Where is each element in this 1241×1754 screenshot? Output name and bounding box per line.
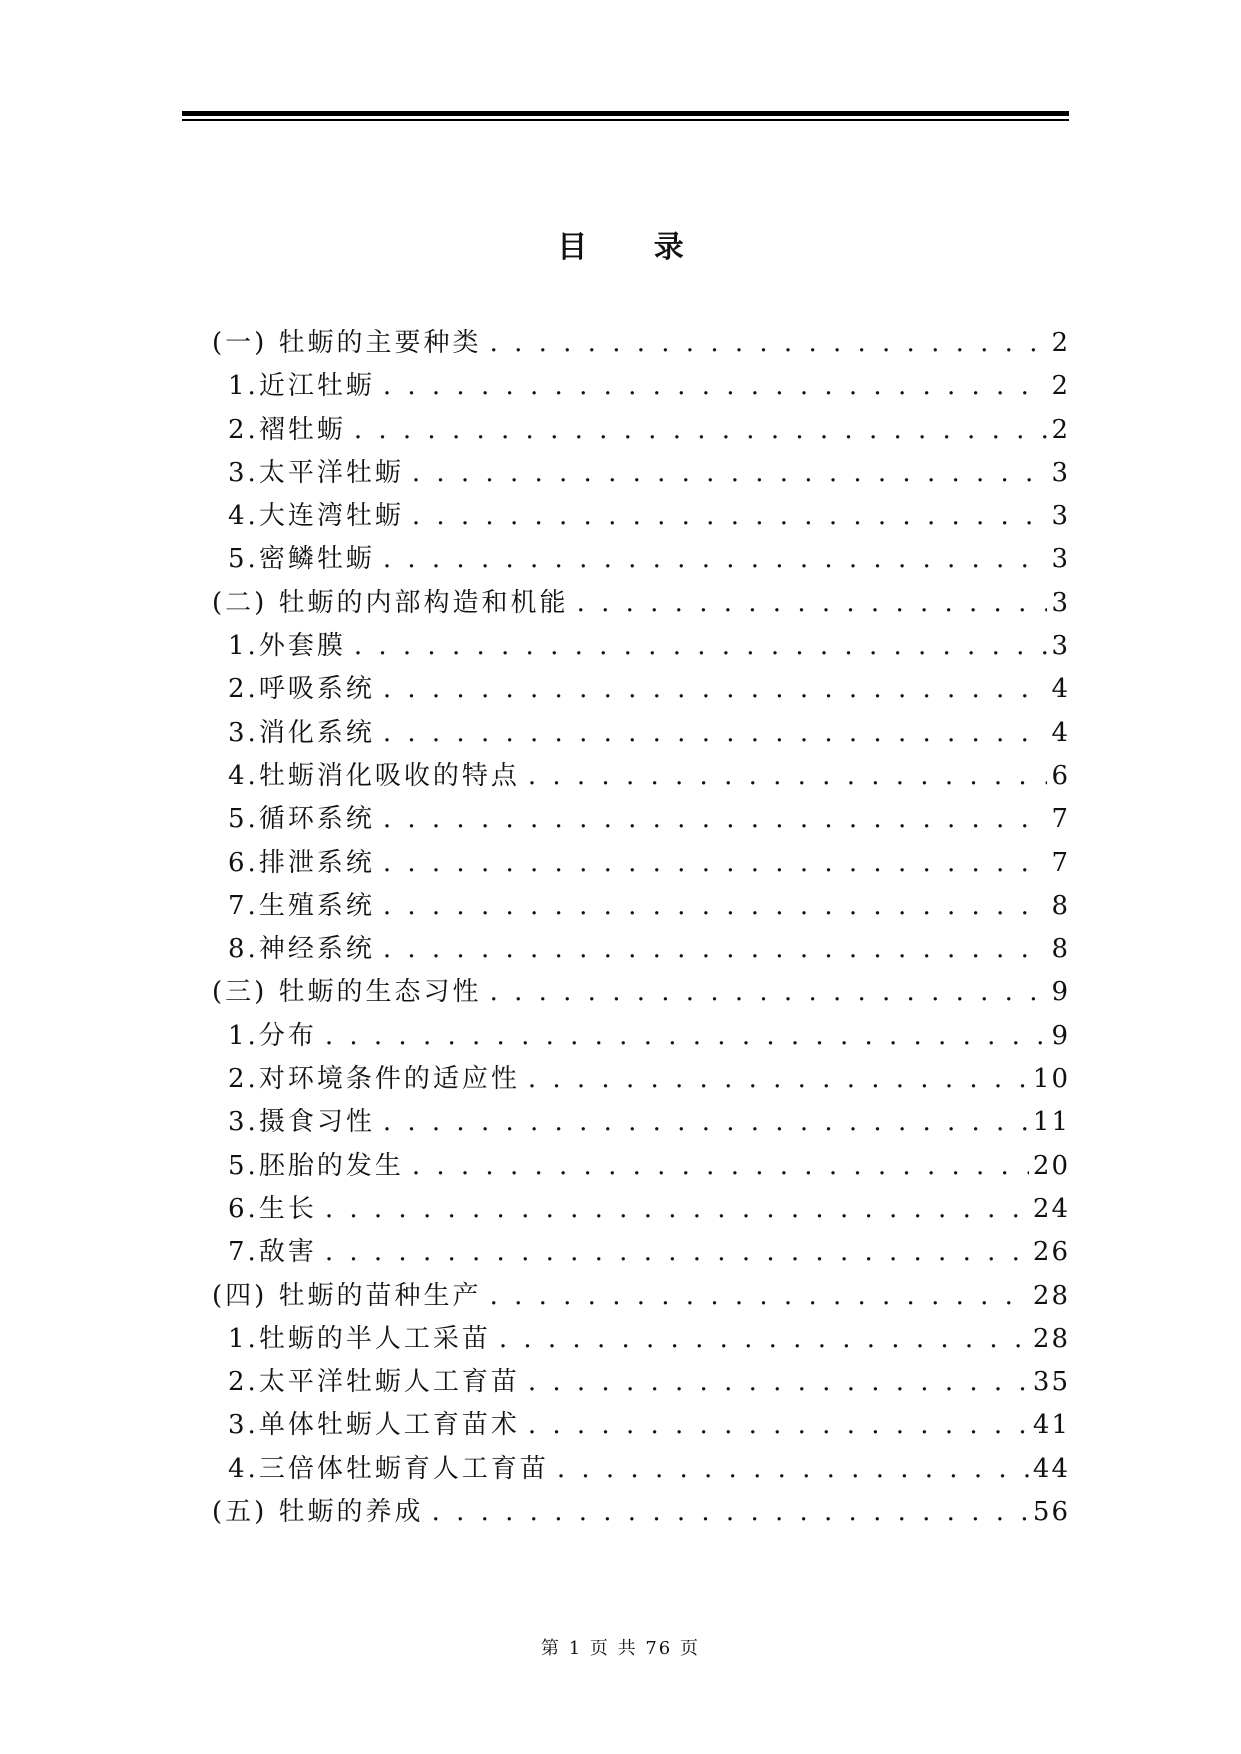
toc-entry-label: (四) 牡蛎的苗种生产 (212, 1280, 482, 1311)
toc-entry-label: 太平洋牡蛎人工育苗 (258, 1367, 520, 1398)
toc-page-number: 2 (1051, 328, 1070, 358)
toc-page-number: 41 (1032, 1410, 1070, 1441)
toc-dot-leader (490, 977, 1048, 1007)
toc-entry[interactable] (212, 409, 1070, 452)
toc-entry-number: 1. (228, 1323, 259, 1354)
toc-entry-number: 4. (228, 501, 259, 532)
toc-entry-number: 5. (228, 804, 259, 835)
toc-dot-leader (354, 415, 1048, 445)
toc-page-number: 10 (1032, 1064, 1070, 1095)
toc-entry[interactable] (212, 1275, 1070, 1318)
toc-dot-leader (528, 761, 1048, 791)
toc-page-number: 3 (1051, 631, 1070, 662)
toc-page-number: 7 (1051, 847, 1070, 878)
toc-entry[interactable] (212, 1058, 1070, 1101)
toc-entry[interactable] (212, 971, 1070, 1014)
toc-page-number: 9 (1051, 977, 1070, 1008)
toc-entry-number: 3. (228, 717, 259, 748)
toc-entry-number: 5. (228, 1150, 259, 1181)
toc-entry[interactable] (212, 1015, 1070, 1058)
toc-entry-number: 4. (228, 1453, 259, 1484)
table-of-contents (212, 322, 1070, 1534)
toc-dot-leader (325, 1237, 1029, 1267)
toc-page-number: 11 (1032, 1107, 1070, 1138)
toc-page-number: 28 (1032, 1323, 1070, 1354)
toc-entry-label: 生长 (258, 1193, 317, 1224)
toc-entry-label: 神经系统 (258, 934, 375, 965)
toc-dot-leader (557, 1454, 1029, 1484)
page-footer: 第 1 页 共 76 页 (541, 1638, 700, 1659)
toc-entry-number: 8. (228, 934, 259, 965)
toc-dot-leader (528, 1367, 1029, 1397)
toc-dot-leader (325, 1194, 1029, 1224)
toc-page-number: 2 (1051, 371, 1070, 402)
toc-entry-number: 3. (228, 1410, 259, 1441)
toc-entry-number: 1. (228, 371, 259, 402)
toc-dot-leader (432, 1497, 1029, 1527)
toc-entry[interactable] (212, 1448, 1070, 1491)
toc-entry[interactable] (212, 1188, 1070, 1231)
toc-entry[interactable] (212, 1404, 1070, 1447)
toc-dot-leader (383, 371, 1048, 401)
toc-dot-leader (383, 804, 1048, 834)
toc-entry[interactable] (212, 755, 1070, 798)
toc-dot-leader (383, 891, 1048, 921)
toc-entry[interactable] (212, 1101, 1070, 1144)
toc-entry-label: 敌害 (258, 1237, 317, 1268)
toc-entry-label: 循环系统 (258, 804, 375, 835)
toc-entry-label: 消化系统 (258, 717, 375, 748)
toc-page-number: 8 (1051, 934, 1070, 965)
toc-page-number: 28 (1032, 1280, 1070, 1311)
toc-entry-label: (五) 牡蛎的养成 (212, 1497, 424, 1528)
toc-page-number: 44 (1032, 1453, 1070, 1484)
toc-entry[interactable] (212, 495, 1070, 538)
toc-entry[interactable] (212, 322, 1070, 365)
toc-entry-number: 3. (228, 457, 259, 488)
toc-entry-label: 外套膜 (258, 631, 346, 662)
header-rule-thick (182, 111, 1069, 116)
toc-dot-leader (383, 848, 1048, 878)
toc-dot-leader (383, 674, 1048, 704)
toc-entry[interactable] (212, 1231, 1070, 1274)
toc-entry-number: 7. (228, 890, 259, 921)
toc-dot-leader (499, 1324, 1029, 1354)
toc-entry[interactable] (212, 625, 1070, 668)
toc-entry-number: 7. (228, 1237, 259, 1268)
toc-entry-number: 2. (228, 1367, 259, 1398)
toc-page-number: 8 (1051, 890, 1070, 921)
toc-page-number: 26 (1032, 1237, 1070, 1268)
toc-dot-leader (577, 588, 1048, 618)
toc-page-number: 56 (1032, 1497, 1070, 1528)
toc-entry-label: (二) 牡蛎的内部构造和机能 (212, 587, 569, 618)
toc-entry-label: 分布 (258, 1020, 317, 1051)
toc-entry-number: 3. (228, 1107, 259, 1138)
toc-page-number: 24 (1032, 1193, 1070, 1224)
toc-entry[interactable] (212, 712, 1070, 755)
toc-page-number: 4 (1051, 717, 1070, 748)
page-title: 目 录 (557, 230, 712, 265)
toc-entry-label: 胚胎的发生 (258, 1150, 404, 1181)
toc-entry[interactable] (212, 842, 1070, 885)
toc-page-number: 2 (1051, 414, 1070, 445)
toc-dot-leader (383, 934, 1048, 964)
toc-dot-leader (528, 1410, 1029, 1440)
toc-dot-leader (490, 328, 1048, 358)
toc-dot-leader (383, 1107, 1029, 1137)
toc-entry[interactable] (212, 1318, 1070, 1361)
toc-entry-label: 生殖系统 (258, 890, 375, 921)
toc-page-number: 6 (1051, 760, 1070, 791)
toc-page-number: 3 (1051, 544, 1070, 575)
toc-entry-label: 三倍体牡蛎育人工育苗 (258, 1453, 549, 1484)
toc-dot-leader (383, 718, 1048, 748)
toc-entry-number: 1. (228, 631, 259, 662)
toc-entry[interactable] (212, 885, 1070, 928)
toc-entry-label: (三) 牡蛎的生态习性 (212, 977, 482, 1008)
toc-entry-label: 呼吸系统 (258, 674, 375, 705)
toc-entry-label: 牡蛎的半人工采苗 (258, 1323, 491, 1354)
toc-entry[interactable] (212, 668, 1070, 711)
toc-entry-label: (一) 牡蛎的主要种类 (212, 328, 482, 358)
toc-entry-label: 近江牡蛎 (258, 371, 375, 402)
toc-page-number: 4 (1051, 674, 1070, 705)
toc-dot-leader (325, 1021, 1048, 1051)
toc-entry[interactable] (212, 452, 1070, 495)
toc-dot-leader (354, 631, 1048, 661)
toc-entry[interactable] (212, 538, 1070, 581)
toc-entry-number: 6. (228, 1193, 259, 1224)
toc-dot-leader (490, 1281, 1029, 1311)
toc-entry[interactable] (212, 1491, 1070, 1534)
toc-entry[interactable] (212, 582, 1070, 625)
toc-entry-number: 4. (228, 760, 259, 791)
toc-page-number: 7 (1051, 804, 1070, 835)
toc-entry[interactable] (212, 1361, 1070, 1404)
toc-page-number: 3 (1051, 587, 1070, 618)
toc-page-number: 20 (1032, 1150, 1070, 1181)
toc-entry[interactable] (212, 928, 1070, 971)
toc-entry-label: 对环境条件的适应性 (258, 1064, 520, 1095)
toc-page-number: 9 (1051, 1020, 1070, 1051)
toc-entry[interactable] (212, 798, 1070, 841)
toc-entry-label: 单体牡蛎人工育苗术 (258, 1410, 520, 1441)
toc-entry-number: 2. (228, 414, 259, 445)
toc-dot-leader (383, 544, 1048, 574)
toc-dot-leader (528, 1064, 1029, 1094)
toc-entry-number: 1. (228, 1020, 259, 1051)
toc-page-number: 3 (1051, 501, 1070, 532)
toc-page-number: 35 (1032, 1367, 1070, 1398)
toc-entry-number: 2. (228, 1064, 259, 1095)
toc-dot-leader (412, 1151, 1029, 1181)
toc-entry-label: 太平洋牡蛎 (258, 457, 404, 488)
toc-entry-label: 牡蛎消化吸收的特点 (258, 760, 520, 791)
toc-entry[interactable] (212, 1145, 1070, 1188)
toc-dot-leader (412, 501, 1048, 531)
toc-entry-label: 褶牡蛎 (258, 414, 346, 445)
toc-entry-label: 大连湾牡蛎 (258, 501, 404, 532)
toc-entry-label: 摄食习性 (258, 1107, 375, 1138)
toc-entry-number: 2. (228, 674, 259, 705)
toc-dot-leader (412, 458, 1048, 488)
toc-entry[interactable] (212, 365, 1070, 408)
toc-entry-label: 排泄系统 (258, 847, 375, 878)
toc-entry-number: 6. (228, 847, 259, 878)
toc-entry-label: 密鳞牡蛎 (258, 544, 375, 575)
header-rule-thin (182, 119, 1069, 121)
toc-entry-number: 5. (228, 544, 259, 575)
toc-page-number: 3 (1051, 457, 1070, 488)
